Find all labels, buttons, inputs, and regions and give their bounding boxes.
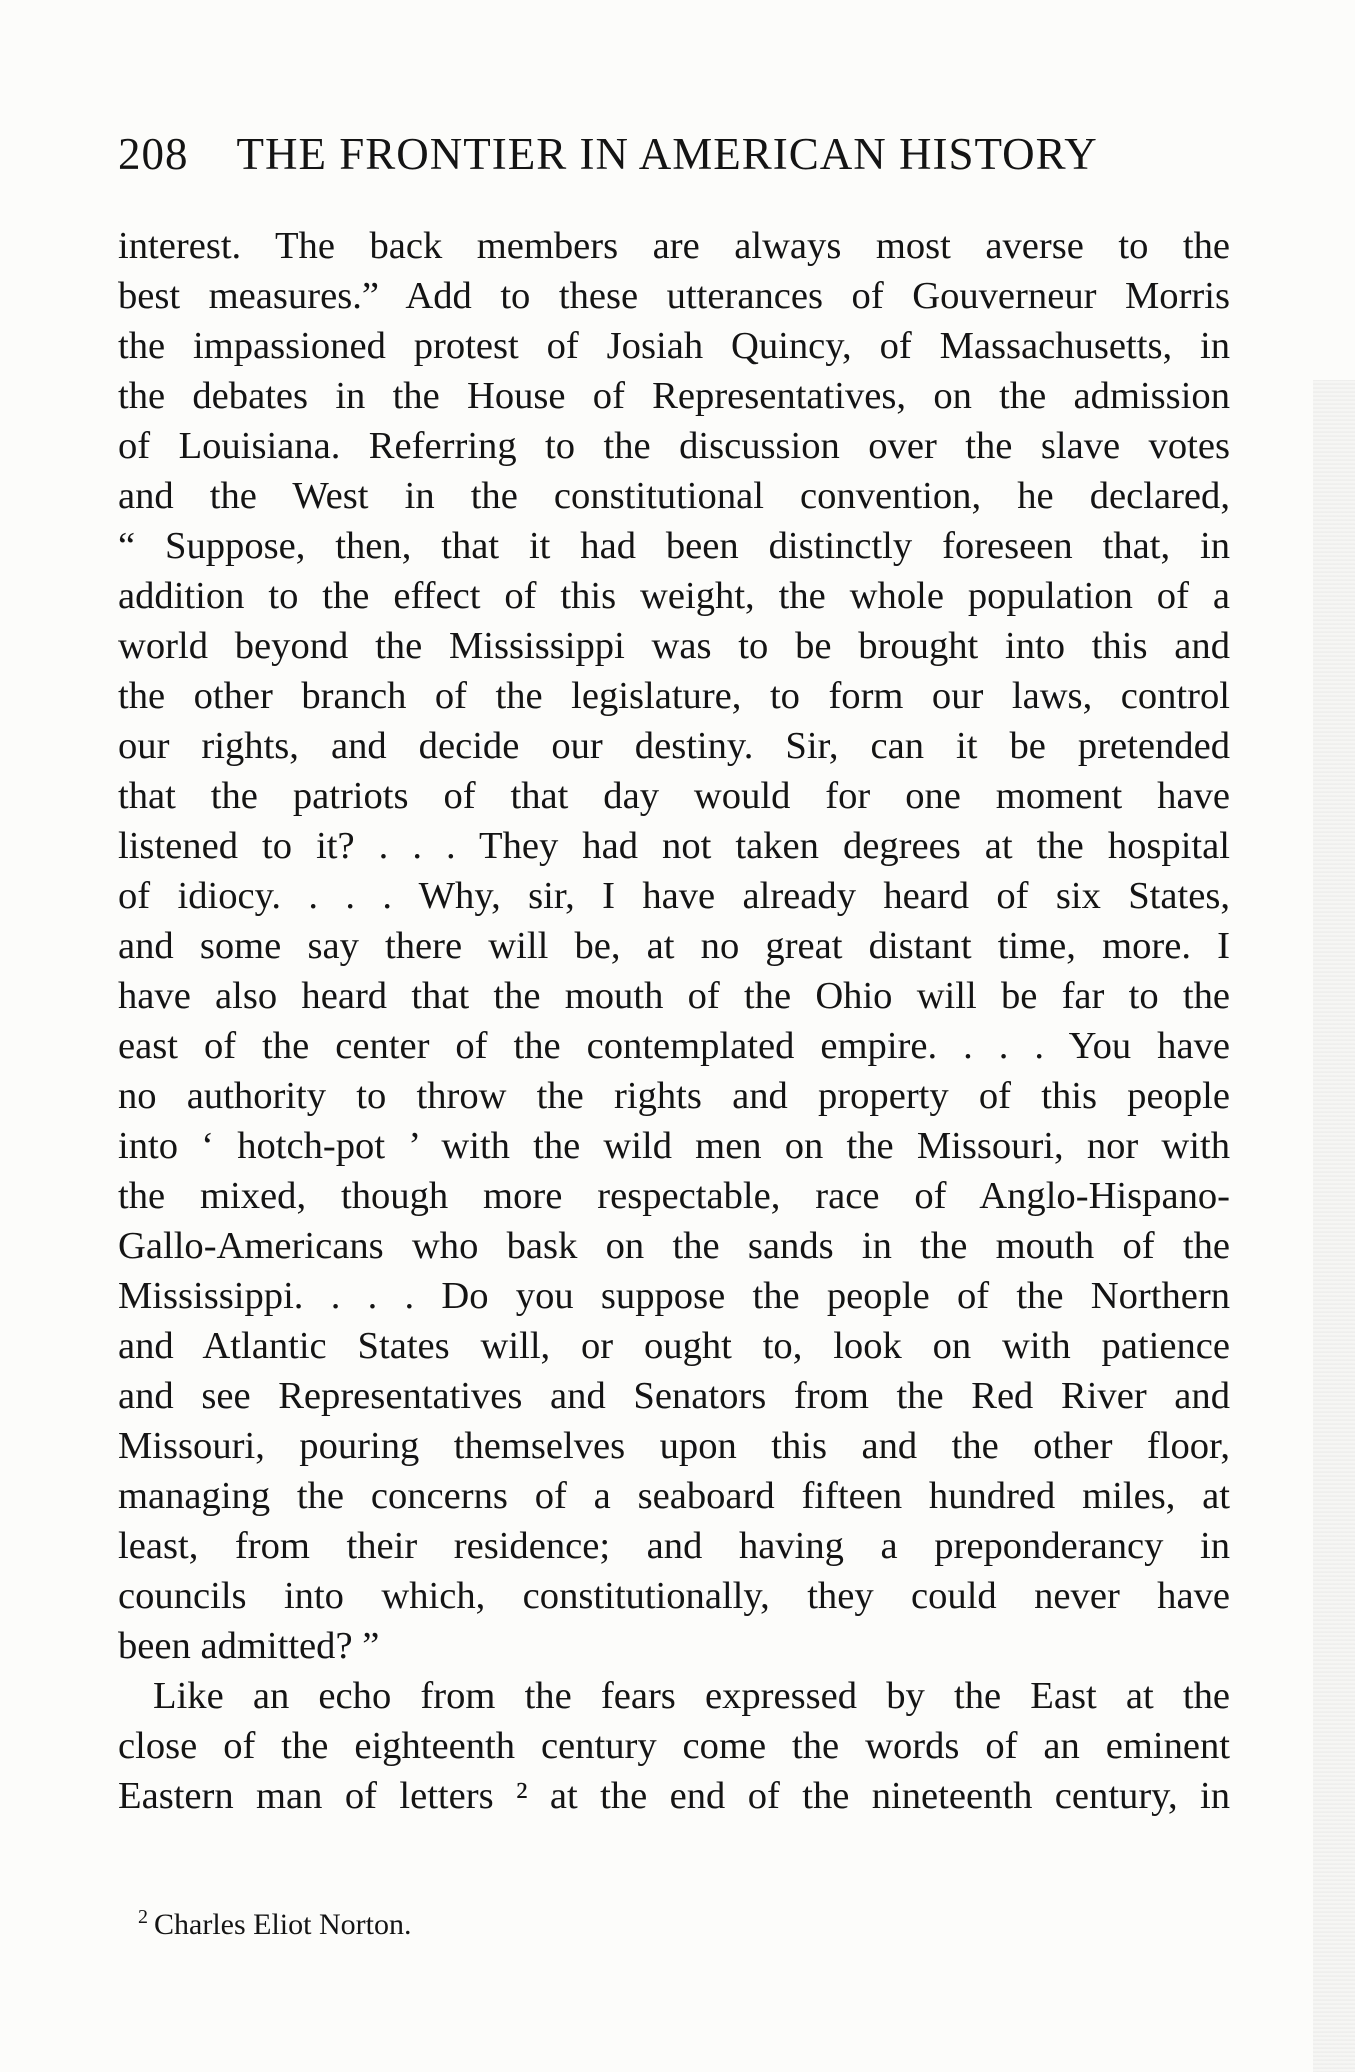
text-line: been admitted? ” (118, 1625, 380, 1667)
text-line: and Atlantic States will, or ought to, look on with patience (118, 1325, 1230, 1367)
text-line: and the West in the constitutional convention, he declared, (118, 475, 1230, 517)
text-line: our rights, and decide our destiny. Sir, can it be pretended (118, 725, 1230, 767)
text-line: east of the center of the contemplated empire. . . . You have (118, 1025, 1230, 1067)
text-line: addition to the effect of this weight, the whole population of a (118, 575, 1230, 617)
text-line: into ‘ hotch-pot ’ with the wild men on the Missouri, nor with (118, 1125, 1230, 1167)
text-line: of Louisiana. Referring to the discussion over the slave votes (118, 425, 1230, 467)
page-edge-shadow (1313, 380, 1355, 2072)
text-line: Like an echo from the fears expressed by the East at the (153, 1675, 1230, 1717)
text-line: Eastern man of letters ² at the end of the nineteenth century, in (118, 1775, 1230, 1817)
text-line: of idiocy. . . . Why, sir, I have already heard of six States, (118, 875, 1230, 917)
text-line: that the patriots of that day would for one moment have (118, 775, 1230, 817)
text-line: close of the eighteenth century come the words of an eminent (118, 1725, 1230, 1767)
text-line: best measures.” Add to these utterances of Gouverneur Morris (118, 275, 1230, 317)
text-line: interest. The back members are always most averse to the (118, 225, 1230, 267)
text-line: Missouri, pouring themselves upon this and the other floor, (118, 1425, 1230, 1467)
text-line: no authority to throw the rights and property of this people (118, 1075, 1230, 1117)
footnote-text: Charles Eliot Norton. (154, 1908, 412, 1941)
text-line: have also heard that the mouth of the Ohio will be far to the (118, 975, 1230, 1017)
text-line: managing the concerns of a seaboard fifteen hundred miles, at (118, 1475, 1230, 1517)
text-line: world beyond the Mississippi was to be brought into this and (118, 625, 1230, 667)
text-line: Mississippi. . . . Do you suppose the people of the Northern (118, 1275, 1230, 1317)
text-line: least, from their residence; and having a preponderancy in (118, 1525, 1230, 1567)
body-text (118, 221, 1230, 1821)
text-line: “ Suppose, then, that it had been distinctly foreseen that, in (118, 525, 1230, 567)
running-header (118, 128, 1098, 180)
text-line: the other branch of the legislature, to form our laws, control (118, 675, 1230, 717)
text-line: the mixed, though more respectable, race of Anglo-Hispano- (118, 1175, 1230, 1217)
text-line: Gallo-Americans who bask on the sands in the mouth of the (118, 1225, 1230, 1267)
text-line: and see Representatives and Senators from the Red River and (118, 1375, 1230, 1417)
footnote (138, 1906, 411, 1942)
text-line: listened to it? . . . They had not taken degrees at the hospital (118, 825, 1230, 867)
footnote-marker: 2 (138, 1906, 148, 1928)
page-number: 208 (118, 129, 189, 179)
text-line: and some say there will be, at no great distant time, more. I (118, 925, 1230, 967)
text-line: councils into which, constitutionally, they could never have (118, 1575, 1230, 1617)
text-line: the impassioned protest of Josiah Quincy, of Massachusetts, in (118, 325, 1230, 367)
text-line: the debates in the House of Representatives, on the admission (118, 375, 1230, 417)
running-title: THE FRONTIER IN AMERICAN HISTORY (236, 129, 1098, 179)
